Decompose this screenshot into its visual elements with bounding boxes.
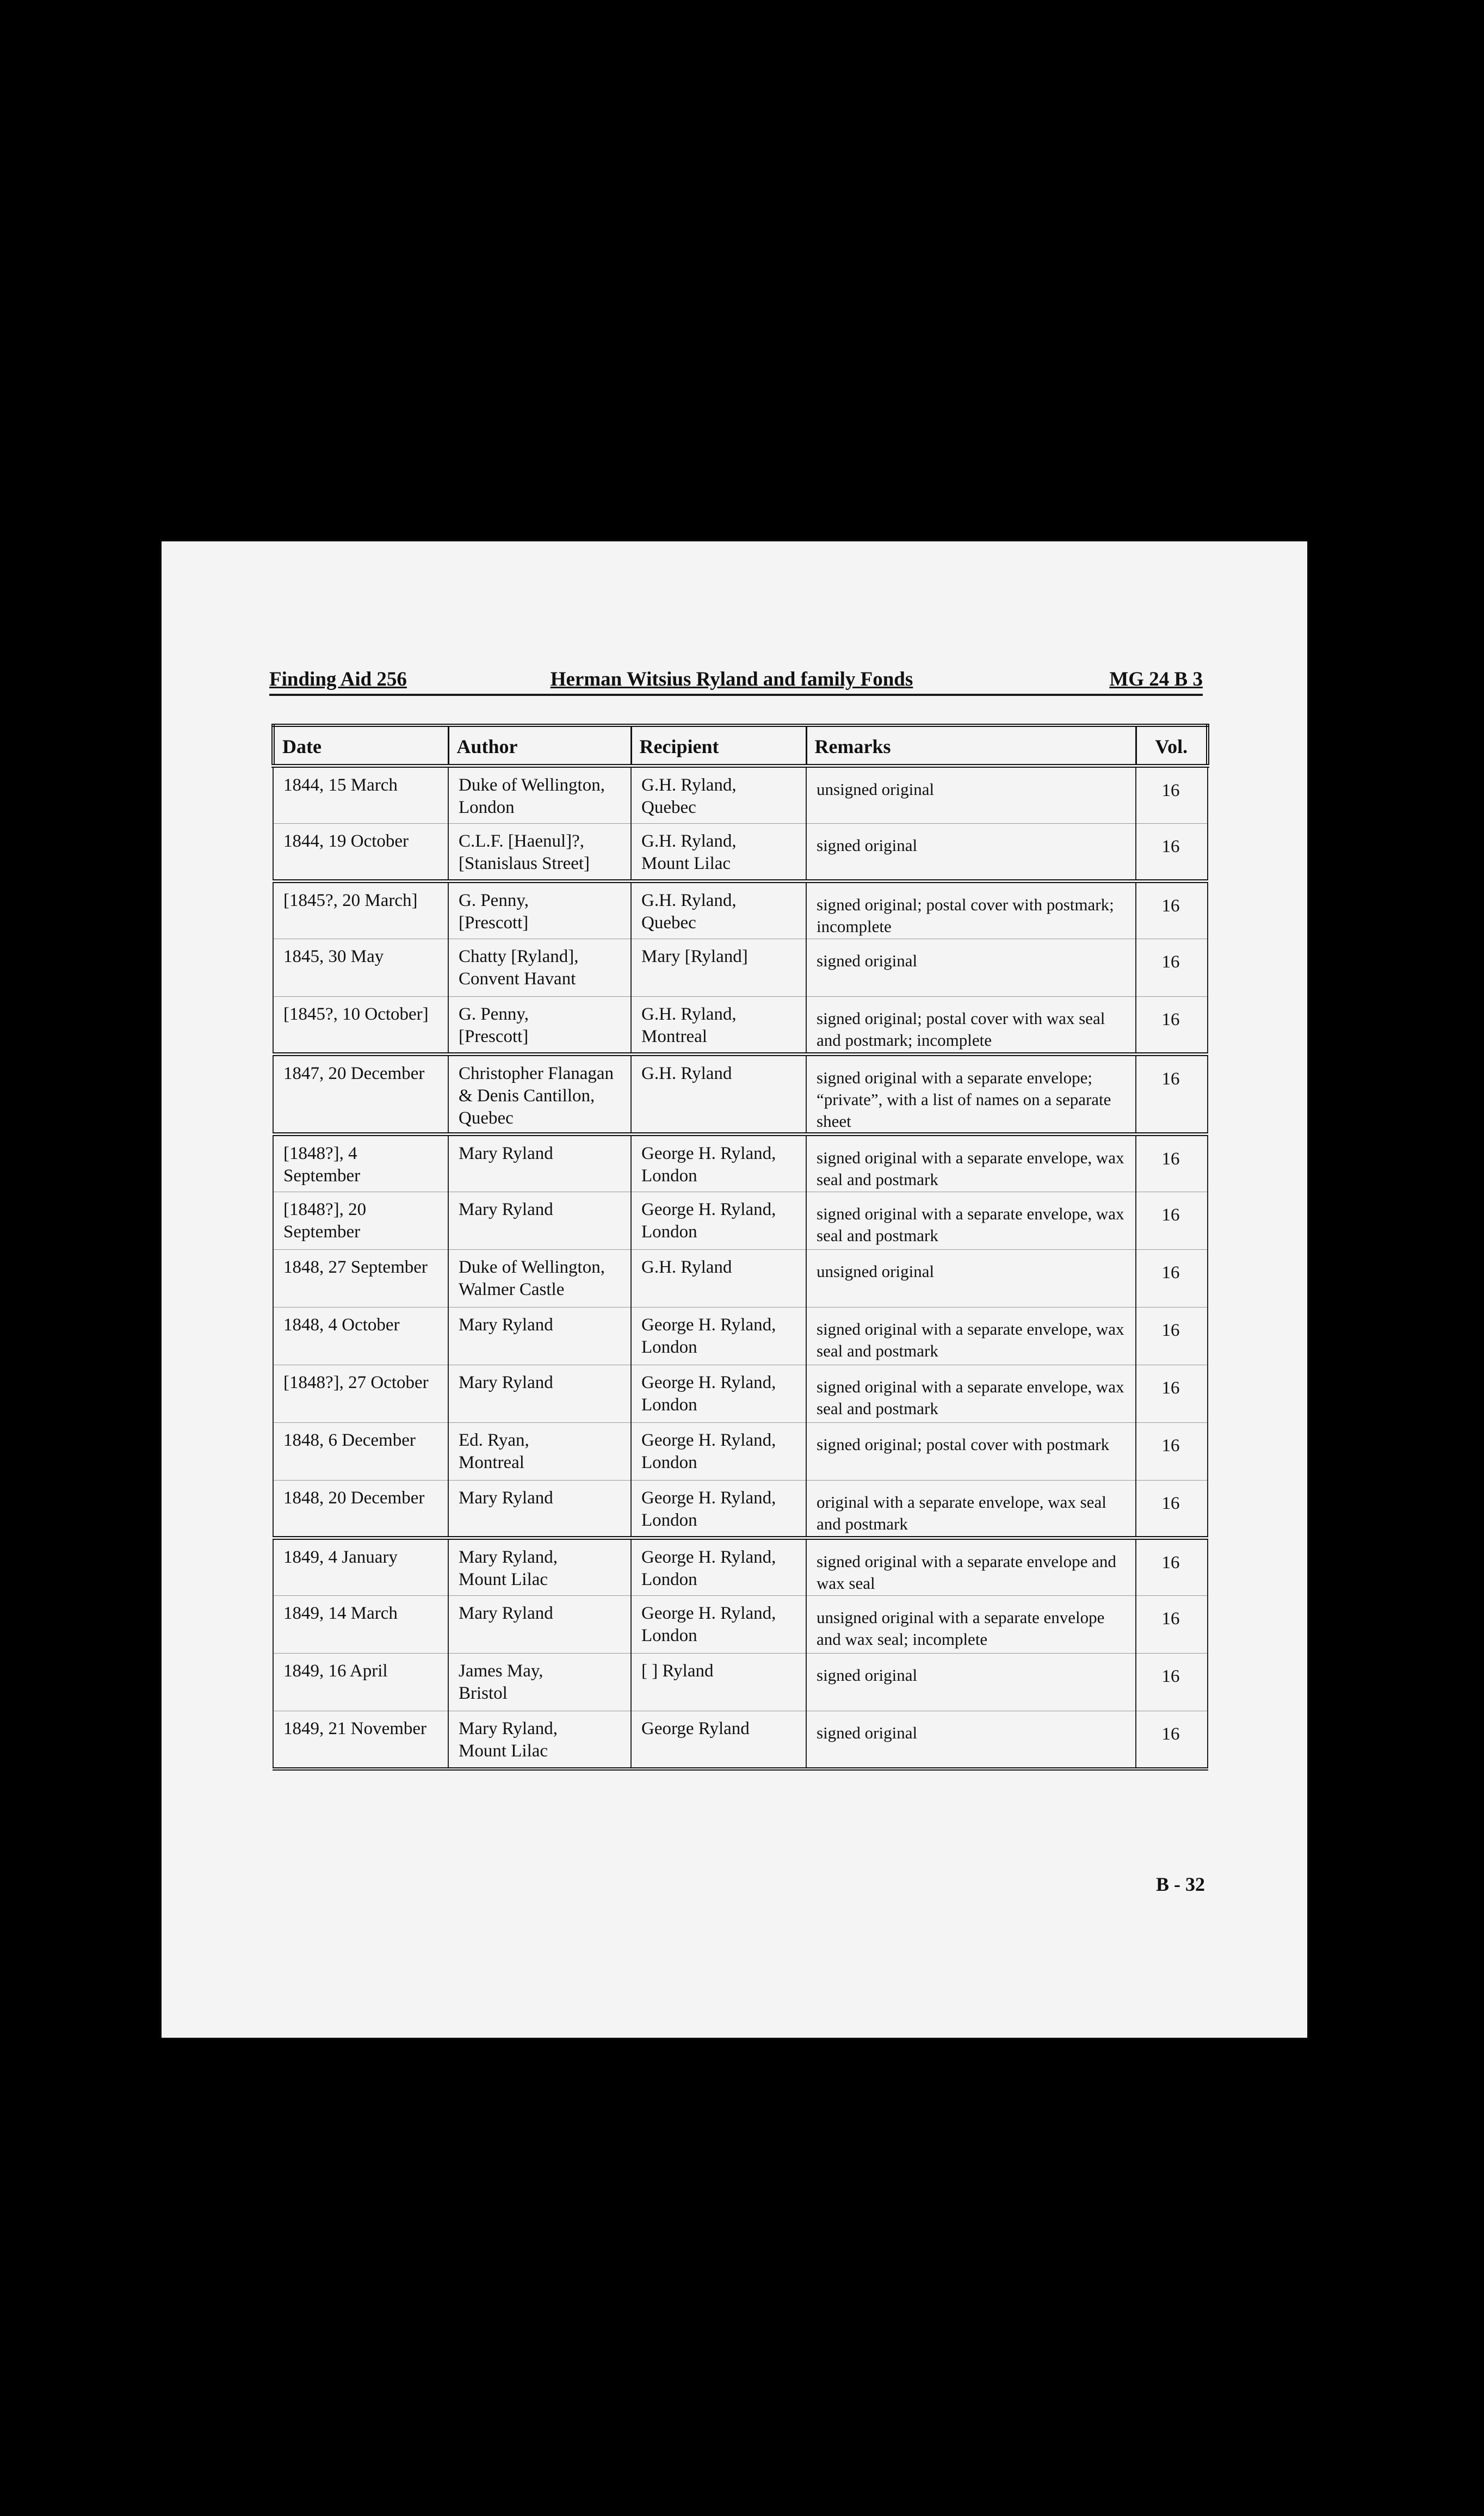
column-header-author: Author: [448, 725, 631, 766]
page-number: B - 32: [1156, 1873, 1205, 1895]
cell-recipient: George H. Ryland, London: [631, 1192, 806, 1250]
cell-recipient: George H. Ryland, London: [631, 1481, 806, 1538]
table-row: [273, 1365, 1208, 1423]
cell-volume: 16: [1136, 1596, 1208, 1654]
cell-volume: 16: [1136, 1054, 1208, 1134]
cell-remarks: signed original: [806, 1711, 1136, 1769]
cell-recipient: George H. Ryland, London: [631, 1308, 806, 1365]
cell-author: Mary Ryland: [448, 1481, 631, 1538]
cell-author: Christopher Flanagan & Denis Cantillon, Quebec: [448, 1054, 631, 1134]
cell-date: 1849, 14 March: [273, 1596, 448, 1654]
fonds-title: Herman Witsius Ryland and family Fonds: [550, 668, 913, 690]
cell-volume: 16: [1136, 997, 1208, 1054]
cell-recipient: George H. Ryland, London: [631, 1365, 806, 1423]
cell-date: 1849, 21 November: [273, 1711, 448, 1769]
cell-recipient: G.H. Ryland: [631, 1250, 806, 1308]
table-row: [273, 1192, 1208, 1250]
table-header-row: [273, 725, 1208, 766]
table-row: [273, 1596, 1208, 1654]
column-header-recipient: Recipient: [631, 725, 806, 766]
cell-volume: 16: [1136, 1538, 1208, 1596]
cell-date: [1845?, 10 October]: [273, 997, 448, 1054]
page-header: [269, 668, 1203, 696]
cell-volume: 16: [1136, 824, 1208, 881]
cell-date: 1844, 19 October: [273, 824, 448, 881]
table-row: [273, 1654, 1208, 1711]
correspondence-table: [271, 724, 1209, 1771]
cell-remarks: signed original with a separate envelope, wax seal and postmark: [806, 1192, 1136, 1250]
cell-recipient: George Ryland: [631, 1711, 806, 1769]
cell-volume: 16: [1136, 1423, 1208, 1481]
table-row: [273, 1134, 1208, 1192]
cell-date: 1845, 30 May: [273, 939, 448, 997]
cell-author: Mary Ryland: [448, 1308, 631, 1365]
cell-remarks: signed original: [806, 1654, 1136, 1711]
cell-remarks: signed original with a separate envelope and wax seal: [806, 1538, 1136, 1596]
cell-date: 1848, 20 December: [273, 1481, 448, 1538]
cell-author: G. Penny, [Prescott]: [448, 997, 631, 1054]
cell-volume: 16: [1136, 1365, 1208, 1423]
table-row: [273, 939, 1208, 997]
cell-volume: 16: [1136, 1134, 1208, 1192]
cell-remarks: unsigned original: [806, 766, 1136, 824]
cell-remarks: original with a separate envelope, wax seal and postmark: [806, 1481, 1136, 1538]
cell-author: James May, Bristol: [448, 1654, 631, 1711]
cell-remarks: signed original: [806, 939, 1136, 997]
cell-date: 1844, 15 March: [273, 766, 448, 824]
cell-volume: 16: [1136, 1250, 1208, 1308]
cell-remarks: signed original with a separate envelope; “private”, with a list of names on a separate sheet: [806, 1054, 1136, 1134]
table-row: [273, 1054, 1208, 1134]
cell-recipient: George H. Ryland, London: [631, 1596, 806, 1654]
cell-date: 1849, 4 January: [273, 1538, 448, 1596]
cell-recipient: George H. Ryland, London: [631, 1423, 806, 1481]
cell-author: Ed. Ryan, Montreal: [448, 1423, 631, 1481]
table-row: [273, 1423, 1208, 1481]
cell-remarks: signed original: [806, 824, 1136, 881]
cell-volume: 16: [1136, 1711, 1208, 1769]
cell-remarks: signed original; postal cover with postmark: [806, 1423, 1136, 1481]
cell-recipient: G.H. Ryland: [631, 1054, 806, 1134]
cell-author: Mary Ryland: [448, 1192, 631, 1250]
cell-remarks: signed original with a separate envelope, wax seal and postmark: [806, 1134, 1136, 1192]
cell-date: 1848, 27 September: [273, 1250, 448, 1308]
cell-volume: 16: [1136, 881, 1208, 939]
document-page: [162, 541, 1307, 2038]
cell-remarks: signed original with a separate envelope, wax seal and postmark: [806, 1308, 1136, 1365]
cell-volume: 16: [1136, 939, 1208, 997]
cell-date: [1845?, 20 March]: [273, 881, 448, 939]
cell-author: Mary Ryland: [448, 1134, 631, 1192]
cell-recipient: Mary [Ryland]: [631, 939, 806, 997]
cell-author: G. Penny, [Prescott]: [448, 881, 631, 939]
cell-date: [1848?], 20 September: [273, 1192, 448, 1250]
table-body: [273, 766, 1208, 1769]
cell-volume: 16: [1136, 1308, 1208, 1365]
table-row: [273, 881, 1208, 939]
cell-recipient: G.H. Ryland, Quebec: [631, 881, 806, 939]
cell-author: C.L.F. [Haenul]?, [Stanislaus Street]: [448, 824, 631, 881]
cell-remarks: unsigned original with a separate envelope and wax seal; incomplete: [806, 1596, 1136, 1654]
cell-date: 1847, 20 December: [273, 1054, 448, 1134]
cell-date: 1849, 16 April: [273, 1654, 448, 1711]
cell-author: Chatty [Ryland], Convent Havant: [448, 939, 631, 997]
table-row: [273, 824, 1208, 881]
cell-author: Duke of Wellington, Walmer Castle: [448, 1250, 631, 1308]
cell-author: Mary Ryland: [448, 1365, 631, 1423]
cell-date: [1848?], 27 October: [273, 1365, 448, 1423]
cell-author: Duke of Wellington, London: [448, 766, 631, 824]
cell-author: Mary Ryland, Mount Lilac: [448, 1538, 631, 1596]
cell-recipient: G.H. Ryland, Mount Lilac: [631, 824, 806, 881]
fonds-reference: MG 24 B 3: [1109, 668, 1203, 690]
cell-remarks: signed original; postal cover with wax seal and postmark; incomplete: [806, 997, 1136, 1054]
table-row: [273, 1250, 1208, 1308]
cell-recipient: G.H. Ryland, Quebec: [631, 766, 806, 824]
cell-recipient: George H. Ryland, London: [631, 1538, 806, 1596]
cell-remarks: signed original; postal cover with postmark; incomplete: [806, 881, 1136, 939]
cell-recipient: [ ] Ryland: [631, 1654, 806, 1711]
cell-volume: 16: [1136, 766, 1208, 824]
cell-author: Mary Ryland: [448, 1596, 631, 1654]
cell-volume: 16: [1136, 1192, 1208, 1250]
table-row: [273, 1481, 1208, 1538]
cell-recipient: G.H. Ryland, Montreal: [631, 997, 806, 1054]
table-row: [273, 997, 1208, 1054]
table-row: [273, 1711, 1208, 1769]
cell-recipient: George H. Ryland, London: [631, 1134, 806, 1192]
column-header-date: Date: [273, 725, 448, 766]
column-header-remarks: Remarks: [806, 725, 1136, 766]
cell-remarks: unsigned original: [806, 1250, 1136, 1308]
table-row: [273, 766, 1208, 824]
table-row: [273, 1538, 1208, 1596]
cell-date: 1848, 6 December: [273, 1423, 448, 1481]
cell-date: [1848?], 4 September: [273, 1134, 448, 1192]
table-row: [273, 1308, 1208, 1365]
cell-author: Mary Ryland, Mount Lilac: [448, 1711, 631, 1769]
finding-aid-number: Finding Aid 256: [269, 668, 407, 690]
cell-date: 1848, 4 October: [273, 1308, 448, 1365]
cell-volume: 16: [1136, 1654, 1208, 1711]
cell-remarks: signed original with a separate envelope, wax seal and postmark: [806, 1365, 1136, 1423]
column-header-volume: Vol.: [1136, 725, 1208, 766]
cell-volume: 16: [1136, 1481, 1208, 1538]
